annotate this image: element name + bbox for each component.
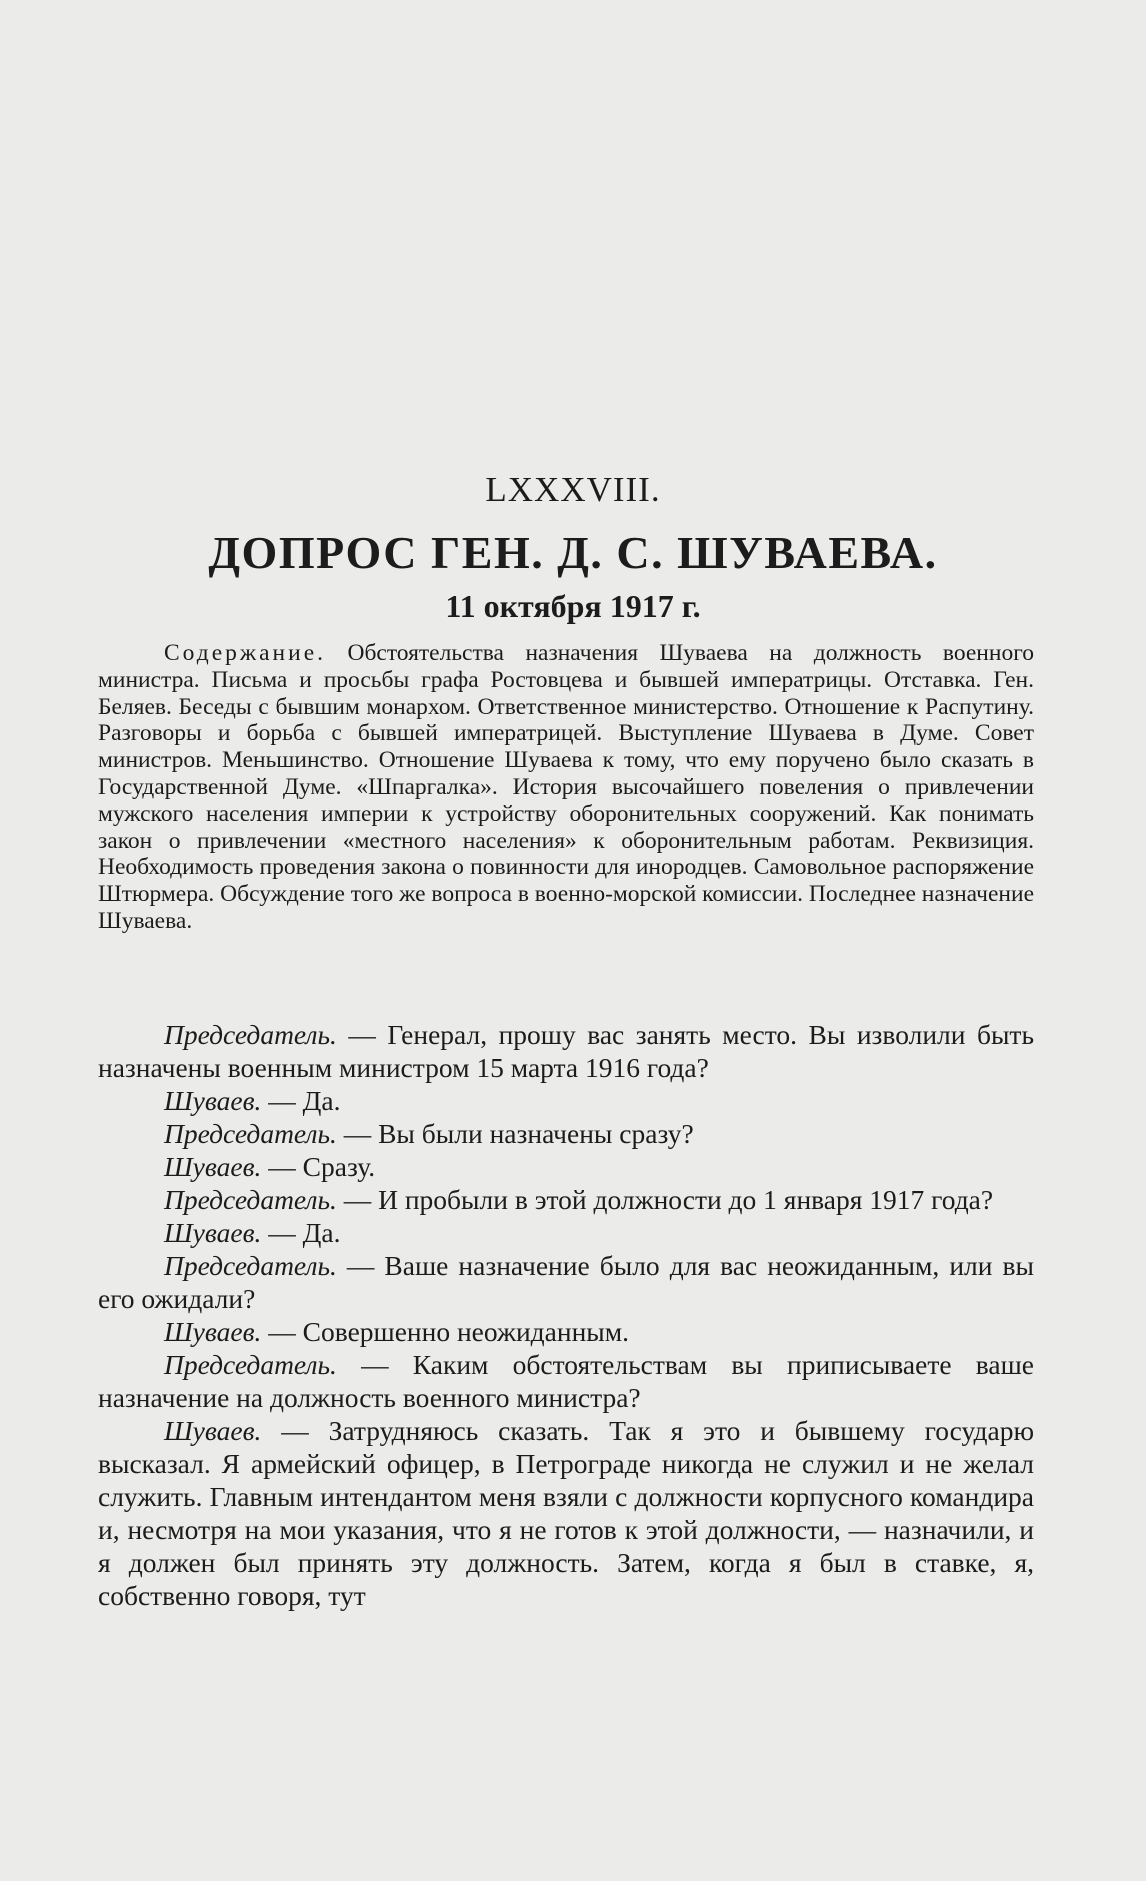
dialogue-line <box>98 1315 1034 1348</box>
speech-text: — Совершенно неожиданным. <box>261 1316 630 1347</box>
speech-text: — Затрудняюсь сказать. Так я это и бывшему государю высказал. Я армейский офицер, в Петрограде никогда не служил и не желал служить. Главным интендантом меня взяли с должности корпусного командира и, несмотря на мои указания, что я не готов к этой должности, — назначили, и я должен был принять эту должность. Затем, когда я был в ставке, я, собственно говоря, тут <box>98 1415 1034 1611</box>
summary-label: Содержание. <box>164 640 327 666</box>
speaker-name: Председатель. <box>164 1349 337 1380</box>
dialogue-line <box>98 1117 1034 1150</box>
speech-text: — И пробыли в этой должности до 1 января 1917 года? <box>336 1184 994 1215</box>
dialogue-line <box>98 1084 1034 1117</box>
dialogue-line <box>98 1216 1034 1249</box>
contents-summary <box>98 640 1034 935</box>
speaker-name: Шуваев. <box>164 1151 262 1182</box>
speaker-name: Председатель. <box>164 1118 337 1149</box>
speaker-name: Шуваев. <box>164 1415 262 1446</box>
dialogue <box>98 1018 1034 1612</box>
dialogue-line <box>98 1018 1034 1084</box>
speaker-name: Председатель. <box>164 1250 337 1281</box>
speech-text: — Вы были назначены сразу? <box>336 1118 694 1149</box>
speaker-name: Шуваев. <box>164 1085 262 1116</box>
chapter-title: ДОПРОС ГЕН. Д. С. ШУВАЕВА. <box>208 527 938 578</box>
interrogation-date: 11 октября 1917 г. <box>445 588 701 624</box>
dialogue-line <box>98 1249 1034 1315</box>
speech-text: — Ваше назначение было для вас неожиданным, или вы его ожидали? <box>98 1250 1034 1314</box>
speaker-name: Шуваев. <box>164 1316 262 1347</box>
dialogue-line <box>98 1150 1034 1183</box>
speech-text: — Генерал, прошу вас занять место. Вы изволили быть назначены военным министром 15 марта 1916 года? <box>98 1019 1034 1083</box>
speech-text: — Каким обстоятельствам вы приписываете ваше назначение на должность военного министра? <box>98 1349 1034 1413</box>
dialogue-line <box>98 1414 1034 1612</box>
speech-text: — Сразу. <box>261 1151 376 1182</box>
chapter-number: LXXXVIII. <box>485 470 661 509</box>
dialogue-line <box>98 1348 1034 1414</box>
speech-text: — Да. <box>261 1217 341 1248</box>
speaker-name: Шуваев. <box>164 1217 262 1248</box>
speaker-name: Председатель. <box>164 1184 337 1215</box>
speech-text: — Да. <box>261 1085 341 1116</box>
speaker-name: Председатель. <box>164 1019 337 1050</box>
summary-text: Обстоятельства назначения Шуваева на должность военного министра. Письма и просьбы графа Ростовцева и бывшей императрицы. Отставка. Ген. Беляев. Беседы с бывшим монархом. Ответственное министерство. Отношение к Распутину. Разговоры и борьба с бывшей императрицей. Выступление Шуваева в Думе. Совет министров. Меньшинство. Отношение Шуваева к тому, что ему поручено было сказать в Государственной Думе. «Шпаргалка». История высочайшего повеления о привлечении мужского населения империи к устройству оборонительных сооружений. Как понимать закон о привлечении «местного населения» к оборонительным работам. Реквизиция. Необходимость проведения закона о повинности для инородцев. Самовольное распоряжение Штюрмера. Обсуждение того же вопроса в военно-морской комиссии. Последнее назначение Шуваева. <box>98 640 1034 934</box>
dialogue-line <box>98 1183 1034 1216</box>
